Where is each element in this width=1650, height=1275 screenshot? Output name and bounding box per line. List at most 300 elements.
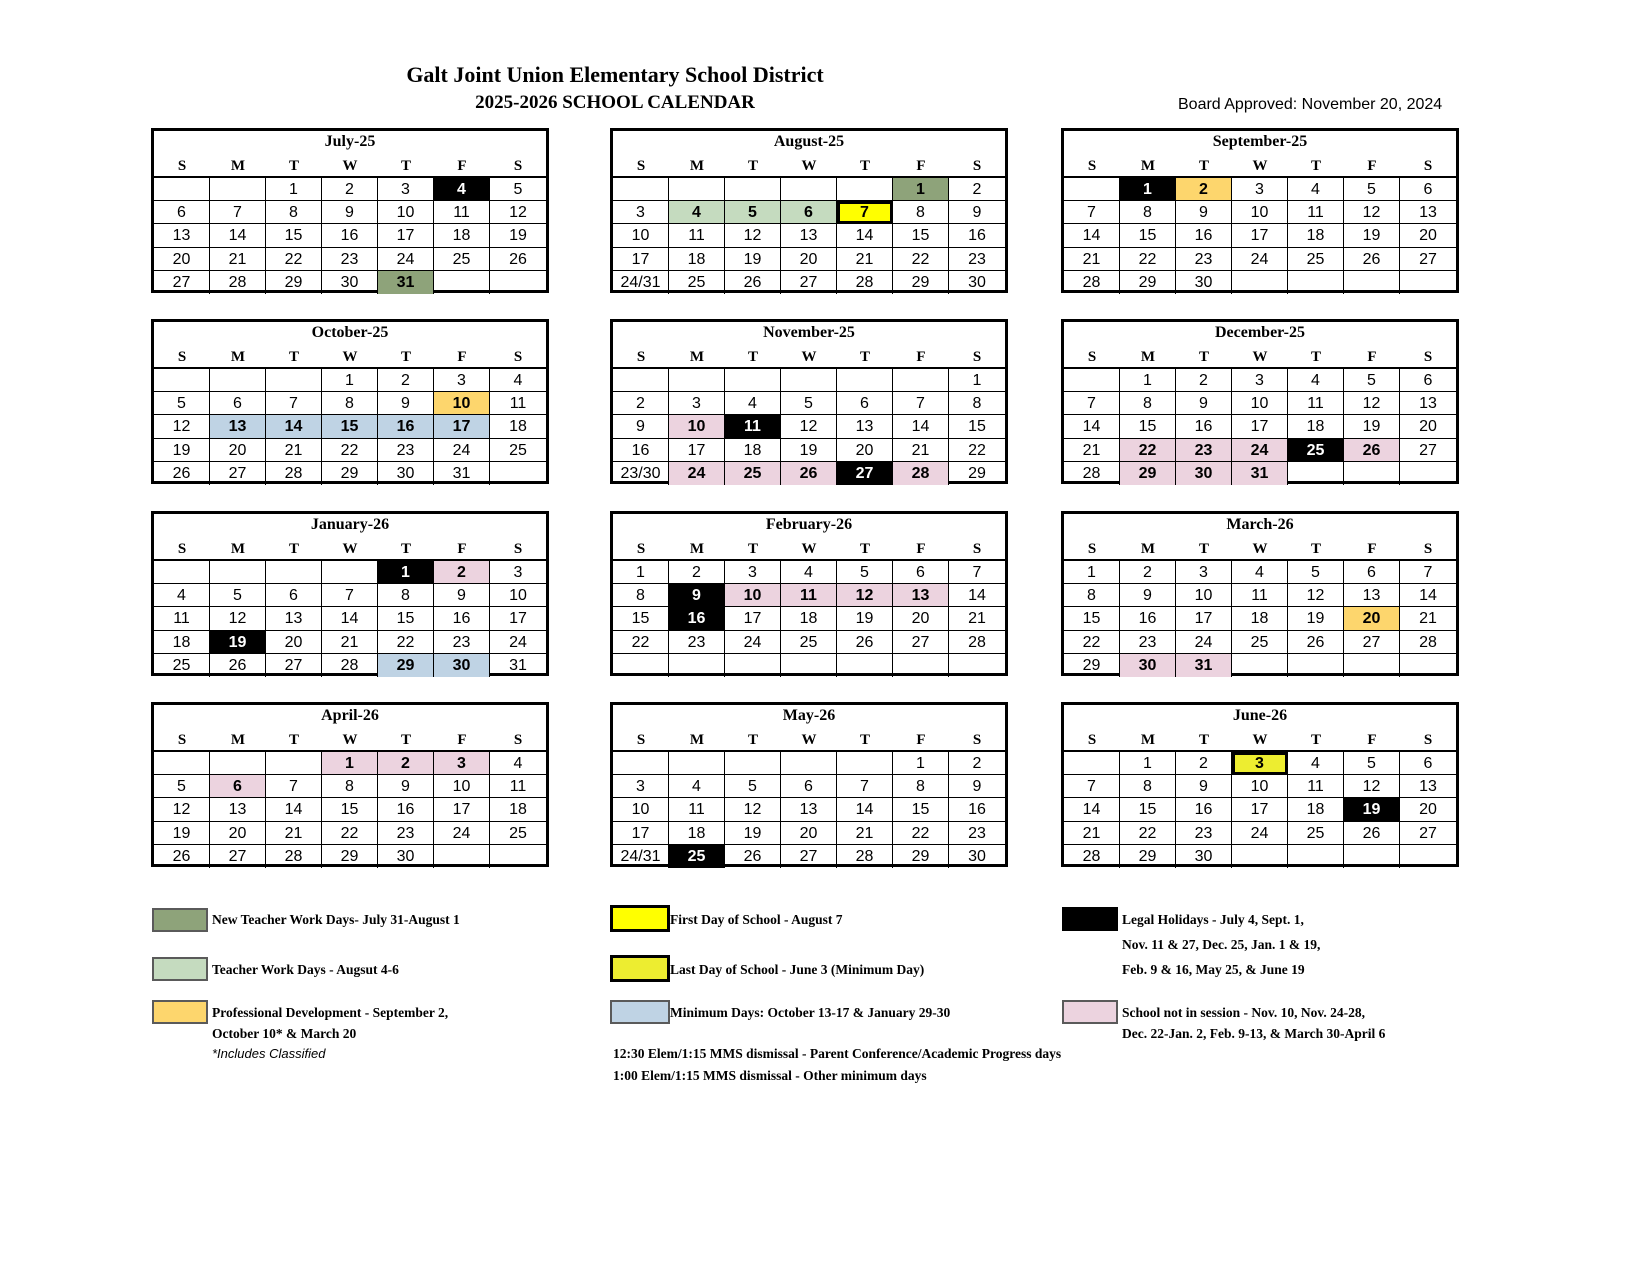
- day-cell: 27: [154, 271, 210, 294]
- month-name: March-26: [1226, 516, 1294, 533]
- day-cell: [1064, 752, 1120, 775]
- day-cell: 15: [1120, 798, 1176, 821]
- day-cell: 26: [1288, 631, 1344, 654]
- weekday-label: S: [513, 732, 523, 748]
- weekday-label: S: [636, 158, 646, 174]
- day-cell: 13: [781, 798, 837, 821]
- day-cell: 26: [837, 631, 893, 654]
- day-cell: 29: [1120, 462, 1176, 485]
- day-cell: 15: [1064, 607, 1120, 630]
- day-cell: 12: [1344, 201, 1400, 224]
- day-cell: 1: [1120, 752, 1176, 775]
- day-cell: [490, 271, 546, 294]
- weekday-label: F: [1367, 732, 1377, 748]
- day-cell: 19: [1288, 607, 1344, 630]
- day-cell: 18: [434, 224, 490, 247]
- day-cell: [725, 178, 781, 201]
- day-cell: 10: [613, 798, 669, 821]
- day-cell: 28: [1064, 845, 1120, 868]
- day-cell: [781, 654, 837, 677]
- weekday-label: F: [916, 541, 926, 557]
- legend-no-school-line2: Dec. 22-Jan. 2, Feb. 9-13, & March 30-April 6: [1122, 1026, 1386, 1041]
- day-cell: 11: [490, 775, 546, 798]
- day-cell: 21: [949, 607, 1005, 630]
- month-name: February-26: [765, 516, 853, 533]
- day-cell: 4: [1288, 178, 1344, 201]
- day-cell: 25: [669, 845, 725, 868]
- day-cell: 5: [1344, 178, 1400, 201]
- day-cell: 22: [1120, 439, 1176, 462]
- weekday-label: S: [636, 732, 646, 748]
- day-cell: 28: [837, 271, 893, 294]
- day-cell: 4: [669, 775, 725, 798]
- weekday-label: S: [1087, 732, 1097, 748]
- day-cell: 13: [781, 224, 837, 247]
- day-cell: 26: [781, 462, 837, 485]
- day-cell: 29: [893, 845, 949, 868]
- day-cell: [434, 845, 490, 868]
- day-cell: 21: [837, 248, 893, 271]
- day-cell: 26: [1344, 439, 1400, 462]
- day-cell: 7: [1064, 201, 1120, 224]
- weekday-label: F: [916, 349, 926, 365]
- day-cell: [210, 369, 266, 392]
- weekday-header: [613, 345, 1005, 369]
- weekday-label: M: [1140, 349, 1156, 365]
- month-november-25: [610, 319, 1008, 484]
- weekday-label: W: [801, 349, 817, 365]
- day-cell: 18: [725, 439, 781, 462]
- day-cell: 7: [1400, 561, 1456, 584]
- day-cell: 24: [378, 248, 434, 271]
- weekday-label: S: [1423, 541, 1433, 557]
- day-cell: [490, 462, 546, 485]
- month-december-25: [1061, 319, 1459, 484]
- day-cell: 23: [949, 248, 1005, 271]
- weekday-header: [1064, 728, 1456, 752]
- weekday-header: [1064, 345, 1456, 369]
- day-cell: 11: [1288, 201, 1344, 224]
- day-cell: 10: [1176, 584, 1232, 607]
- weekday-label: T: [1310, 349, 1321, 365]
- day-cell: 24: [1232, 248, 1288, 271]
- day-cell: 1: [378, 561, 434, 584]
- day-cell: 4: [154, 584, 210, 607]
- day-cell: 15: [266, 224, 322, 247]
- day-cell: 13: [210, 798, 266, 821]
- weekday-header: [1064, 154, 1456, 178]
- weekday-label: S: [972, 158, 982, 174]
- day-cell: 23: [1176, 248, 1232, 271]
- weekday-label: W: [342, 732, 358, 748]
- weekday-header: [154, 345, 546, 369]
- day-cell: 19: [490, 224, 546, 247]
- day-cell: 23: [949, 822, 1005, 845]
- weekday-label: M: [1140, 732, 1156, 748]
- day-cell: 24: [725, 631, 781, 654]
- day-cell: [1288, 654, 1344, 677]
- weekday-label: T: [1310, 158, 1321, 174]
- day-cell: 27: [837, 462, 893, 485]
- legend-no-school-line1: School not in session - Nov. 10, Nov. 24-28,: [1122, 1005, 1366, 1020]
- month-name: July-25: [324, 133, 376, 150]
- day-cell: 30: [1176, 271, 1232, 294]
- legend-swatch-no-school: [1062, 1000, 1118, 1024]
- weekday-label: M: [230, 541, 246, 557]
- day-cell: 4: [725, 392, 781, 415]
- day-cell: [837, 369, 893, 392]
- day-cell: 30: [968, 847, 986, 865]
- month-january-26: [151, 511, 549, 676]
- day-cell: 27: [1400, 439, 1456, 462]
- day-cell: 10: [725, 584, 781, 607]
- day-cell: 28: [322, 654, 378, 677]
- day-cell: 17: [1232, 798, 1288, 821]
- day-cell: 7: [1064, 392, 1120, 415]
- day-cell: 14: [266, 415, 322, 438]
- day-cell: 12: [725, 224, 781, 247]
- day-cell: 20: [266, 631, 322, 654]
- day-cell: 12: [210, 607, 266, 630]
- weekday-label: F: [1367, 349, 1377, 365]
- day-cell: [837, 752, 893, 775]
- day-cell: 17: [1232, 415, 1288, 438]
- day-cell: 17: [490, 607, 546, 630]
- weekday-label: T: [400, 541, 411, 557]
- legend-prof-dev-line2: October 10* & March 20: [212, 1026, 357, 1041]
- page-title: Galt Joint Union Elementary School District: [406, 62, 824, 87]
- day-cell: 5: [837, 561, 893, 584]
- day-cell: 14: [210, 224, 266, 247]
- day-cell: 29: [1120, 271, 1176, 294]
- day-cell: 10: [434, 392, 490, 415]
- day-cell: 21: [893, 439, 949, 462]
- weekday-label: W: [801, 541, 817, 557]
- day-cell: 11: [669, 798, 725, 821]
- day-cell: 6: [1400, 178, 1456, 201]
- dismissal-note-1: 12:30 Elem/1:15 MMS dismissal - Parent Conference/Academic Progress days: [613, 1046, 1062, 1061]
- day-cell: [266, 752, 322, 775]
- day-cell: 7: [322, 584, 378, 607]
- weekday-label: T: [747, 541, 758, 557]
- day-cell: 29: [968, 464, 986, 482]
- day-cell: 23: [1176, 439, 1232, 462]
- weekday-label: S: [513, 158, 523, 174]
- weekday-label: S: [1087, 158, 1097, 174]
- day-cell: 14: [1400, 584, 1456, 607]
- legend-holidays-line1: Legal Holidays - July 4, Sept. 1,: [1122, 912, 1304, 927]
- month-name: October-25: [311, 324, 389, 341]
- day-cell: [1344, 654, 1400, 677]
- day-cell: 2: [378, 369, 434, 392]
- weekday-label: M: [689, 158, 705, 174]
- day-cell: [434, 271, 490, 294]
- day-cell: 4: [1288, 369, 1344, 392]
- legend-holidays-line3: Feb. 9 & 16, May 25, & June 19: [1122, 962, 1305, 977]
- day-cell: 2: [949, 752, 1005, 775]
- day-cell: 10: [1232, 775, 1288, 798]
- day-cell: 23: [378, 439, 434, 462]
- weekday-label: W: [1252, 541, 1268, 557]
- day-cell: 14: [837, 224, 893, 247]
- day-cell: 22: [1120, 248, 1176, 271]
- weekday-label: F: [1367, 541, 1377, 557]
- weekday-label: M: [230, 732, 246, 748]
- day-cell: 12: [725, 798, 781, 821]
- day-cell: 19: [837, 607, 893, 630]
- day-cell: [725, 369, 781, 392]
- day-cell: 10: [490, 584, 546, 607]
- month-name: August-25: [773, 133, 845, 150]
- day-cell: 22: [613, 631, 669, 654]
- day-cell: 21: [266, 822, 322, 845]
- day-cell: 11: [1232, 584, 1288, 607]
- day-cell: 25: [1288, 822, 1344, 845]
- weekday-label: T: [400, 732, 411, 748]
- day-cell: 2: [1176, 752, 1232, 775]
- day-cell: 8: [1120, 392, 1176, 415]
- day-cell: 8: [1120, 775, 1176, 798]
- day-cell: 24: [1232, 822, 1288, 845]
- day-cell: 22: [1120, 822, 1176, 845]
- day-cell: 11: [669, 224, 725, 247]
- day-cell: 29: [322, 845, 378, 868]
- day-cell: 12: [154, 415, 210, 438]
- weekday-label: W: [1252, 349, 1268, 365]
- day-cell: 29: [378, 654, 434, 677]
- day-cell: 22: [1064, 631, 1120, 654]
- day-cell: [669, 752, 725, 775]
- day-cell: 14: [837, 798, 893, 821]
- weekday-label: S: [177, 732, 187, 748]
- day-cell: 31: [434, 462, 490, 485]
- day-cell: 1: [322, 752, 378, 775]
- day-cell: 6: [893, 561, 949, 584]
- day-cell: 31: [509, 656, 527, 674]
- day-cell: 28: [893, 462, 949, 485]
- day-cell: 5: [725, 775, 781, 798]
- day-cell: 30: [322, 271, 378, 294]
- day-cell: 14: [266, 798, 322, 821]
- weekday-label: W: [1252, 732, 1268, 748]
- weekday-label: T: [859, 349, 870, 365]
- day-cell: 1: [1120, 178, 1176, 201]
- weekday-label: T: [859, 158, 870, 174]
- legend-new-teacher: New Teacher Work Days- July 31-August 1: [212, 912, 460, 927]
- day-cell: 24: [434, 822, 490, 845]
- day-cell: 28: [949, 631, 1005, 654]
- day-cell: [613, 654, 669, 677]
- weekday-label: T: [747, 349, 758, 365]
- day-cell: 13: [210, 415, 266, 438]
- day-cell: 11: [1288, 775, 1344, 798]
- day-cell: 6: [1400, 369, 1456, 392]
- day-cell: [613, 369, 669, 392]
- legend-swatch-new-teacher: [152, 908, 208, 932]
- day-cell: 15: [378, 607, 434, 630]
- legend-first-day: First Day of School - August 7: [670, 912, 843, 927]
- day-cell: 27: [210, 462, 266, 485]
- weekday-label: M: [689, 541, 705, 557]
- day-cell: 29: [1064, 654, 1120, 677]
- day-cell: 17: [434, 415, 490, 438]
- day-cell: 18: [490, 415, 546, 438]
- day-cell: 29: [1120, 845, 1176, 868]
- day-cell: 7: [949, 561, 1005, 584]
- day-cell: 30: [1176, 462, 1232, 485]
- day-cell: [781, 752, 837, 775]
- day-cell: [210, 561, 266, 584]
- month-name: December-25: [1214, 324, 1306, 341]
- day-cell: 1: [266, 178, 322, 201]
- day-cell: 16: [1176, 798, 1232, 821]
- day-cell: 6: [266, 584, 322, 607]
- day-cell: 30: [968, 273, 986, 291]
- day-cell: 8: [893, 201, 949, 224]
- month-february-26: [610, 511, 1008, 676]
- day-cell: 3: [1232, 178, 1288, 201]
- day-cell: 8: [893, 775, 949, 798]
- day-cell: 23: [322, 248, 378, 271]
- day-cell: 22: [266, 248, 322, 271]
- weekday-label: T: [1310, 541, 1321, 557]
- day-cell: 27: [210, 845, 266, 868]
- day-cell: 3: [1232, 752, 1288, 775]
- day-cell: [613, 752, 669, 775]
- weekday-label: F: [1367, 158, 1377, 174]
- weekday-header: [1064, 537, 1456, 561]
- day-cell: 17: [613, 822, 669, 845]
- day-cell: 5: [154, 775, 210, 798]
- day-cell: 19: [725, 822, 781, 845]
- day-cell: [1400, 654, 1456, 677]
- weekday-label: T: [1198, 732, 1209, 748]
- day-cell: 27: [1400, 248, 1456, 271]
- day-cell: 25: [154, 654, 210, 677]
- day-cell: 23/30: [613, 462, 669, 485]
- day-cell: 2: [669, 561, 725, 584]
- day-cell: 1: [322, 369, 378, 392]
- weekday-label: T: [288, 158, 299, 174]
- weekday-label: T: [288, 541, 299, 557]
- day-cell: [613, 178, 669, 201]
- day-cell: 25: [725, 462, 781, 485]
- day-cell: [1064, 369, 1120, 392]
- weekday-label: S: [177, 541, 187, 557]
- day-cell: [490, 845, 546, 868]
- day-cell: 21: [210, 248, 266, 271]
- day-cell: [1344, 462, 1400, 485]
- day-cell: 24: [490, 631, 546, 654]
- day-cell: 3: [613, 775, 669, 798]
- day-cell: 18: [1288, 224, 1344, 247]
- day-cell: [669, 178, 725, 201]
- day-cell: 9: [434, 584, 490, 607]
- day-cell: 21: [1064, 822, 1120, 845]
- legend-prof-dev-line1: Professional Development - September 2,: [212, 1005, 449, 1020]
- day-cell: [949, 654, 1005, 677]
- day-cell: 20: [837, 439, 893, 462]
- day-cell: 21: [322, 631, 378, 654]
- day-cell: [725, 752, 781, 775]
- day-cell: 28: [1400, 631, 1456, 654]
- dismissal-note-2: 1:00 Elem/1:15 MMS dismissal - Other minimum days: [613, 1068, 927, 1083]
- day-cell: 8: [322, 775, 378, 798]
- day-cell: 20: [781, 248, 837, 271]
- day-cell: 24: [669, 462, 725, 485]
- day-cell: [210, 752, 266, 775]
- day-cell: 7: [266, 775, 322, 798]
- day-cell: 6: [154, 201, 210, 224]
- day-cell: [154, 178, 210, 201]
- calendar-subtitle: 2025-2026 SCHOOL CALENDAR: [475, 92, 755, 113]
- day-cell: 23: [1176, 822, 1232, 845]
- day-cell: 20: [154, 248, 210, 271]
- day-cell: 22: [378, 631, 434, 654]
- day-cell: 4: [1232, 561, 1288, 584]
- legend-minimum-days: Minimum Days: October 13-17 & January 29-30: [670, 1005, 951, 1020]
- day-cell: 8: [613, 584, 669, 607]
- day-cell: 5: [725, 201, 781, 224]
- day-cell: 17: [725, 607, 781, 630]
- day-cell: 31: [1232, 462, 1288, 485]
- day-cell: 6: [210, 392, 266, 415]
- day-cell: 2: [434, 561, 490, 584]
- day-cell: 14: [949, 584, 1005, 607]
- weekday-label: M: [1140, 158, 1156, 174]
- weekday-label: S: [972, 732, 982, 748]
- weekday-label: S: [636, 541, 646, 557]
- month-march-26: [1061, 511, 1459, 676]
- day-cell: 11: [434, 201, 490, 224]
- day-cell: [1288, 462, 1344, 485]
- day-cell: 13: [1400, 775, 1456, 798]
- day-cell: 8: [378, 584, 434, 607]
- day-cell: 20: [1400, 224, 1456, 247]
- day-cell: 5: [154, 392, 210, 415]
- day-cell: 14: [1064, 798, 1120, 821]
- day-cell: 26: [154, 845, 210, 868]
- weekday-label: M: [230, 349, 246, 365]
- day-cell: 16: [949, 798, 1005, 821]
- day-cell: 24/31: [613, 271, 669, 294]
- day-cell: 3: [1176, 561, 1232, 584]
- legend-swatch-minimum-days: [610, 1000, 670, 1024]
- day-cell: 28: [1064, 271, 1120, 294]
- weekday-label: W: [801, 158, 817, 174]
- day-cell: 9: [322, 201, 378, 224]
- legend-swatch-teacher-work: [152, 957, 208, 981]
- day-cell: 10: [613, 224, 669, 247]
- day-cell: 18: [669, 248, 725, 271]
- weekday-label: S: [177, 349, 187, 365]
- day-cell: 7: [1064, 775, 1120, 798]
- day-cell: 22: [322, 439, 378, 462]
- weekday-label: W: [342, 541, 358, 557]
- weekday-label: T: [1198, 349, 1209, 365]
- day-cell: 6: [781, 775, 837, 798]
- day-cell: 7: [837, 775, 893, 798]
- day-cell: 16: [1120, 607, 1176, 630]
- day-cell: 2: [1176, 178, 1232, 201]
- month-name: June-26: [1232, 707, 1288, 724]
- board-approved-date: Board Approved: November 20, 2024: [1178, 96, 1443, 113]
- day-cell: [1400, 845, 1456, 868]
- weekday-label: S: [972, 541, 982, 557]
- legend-swatch-prof-dev: [152, 1000, 208, 1024]
- day-cell: 20: [210, 822, 266, 845]
- day-cell: 11: [1288, 392, 1344, 415]
